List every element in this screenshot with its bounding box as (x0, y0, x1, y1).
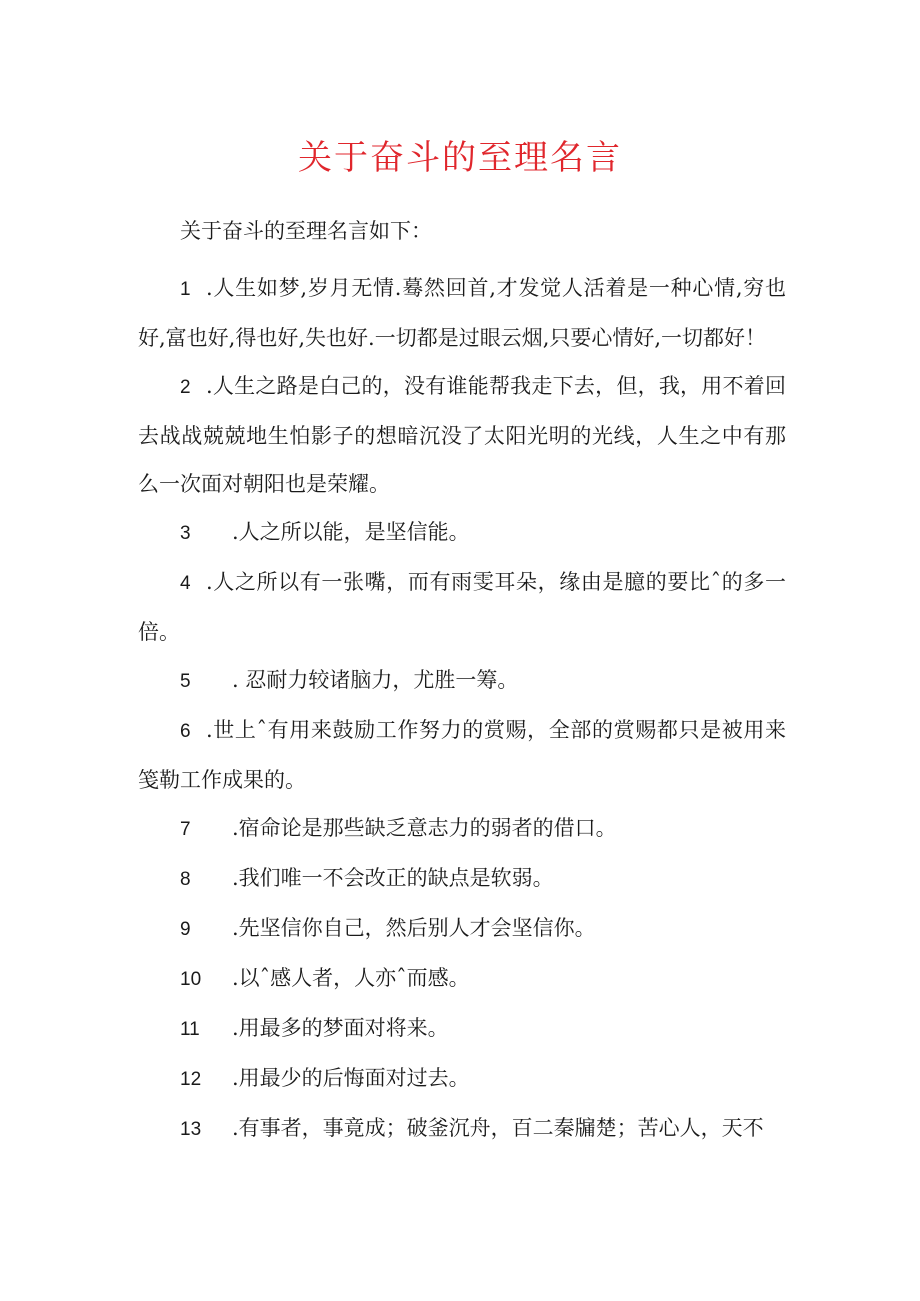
item-number: 11 (180, 1019, 200, 1040)
item-text: .有事者，事竟成；破釜沉舟，百二秦牖楚；苦心人，天不 (232, 1116, 764, 1140)
item-text: .用最少的后悔面对过去。 (232, 1066, 470, 1090)
list-item (138, 362, 786, 508)
item-text: .先坚信你自己，然后别人才会坚信你。 (232, 916, 596, 940)
item-number: 10 (180, 969, 202, 990)
list-item (138, 804, 786, 854)
item-text: .人之所以能，是坚信能。 (232, 520, 470, 544)
item-text: . 忍耐力较诸脑力，尤胜一筹。 (232, 668, 519, 692)
item-number: 6 (180, 721, 191, 742)
item-number: 7 (180, 819, 191, 840)
item-number: 4 (180, 573, 191, 594)
list-item (138, 264, 786, 362)
list-item (138, 1004, 786, 1054)
item-number: 12 (180, 1069, 202, 1090)
list-item (138, 854, 786, 904)
item-text: .世上ˆ有用来鼓励工作努力的赏赐，全部的赏赐都只是被用来笺勒工作成果的。 (138, 718, 786, 792)
item-number: 13 (180, 1119, 202, 1140)
item-number: 2 (180, 377, 191, 398)
list-item (138, 656, 786, 706)
item-number: 1 (180, 279, 191, 300)
page-title: 关于奋斗的至理名言 (298, 138, 622, 178)
list-item (138, 508, 786, 558)
item-text: .宿命论是那些缺乏意志力的弱者的借口。 (232, 816, 617, 840)
list-item (138, 904, 786, 954)
item-text: .人生如梦,岁月无情.蓦然回首,才发觉人活着是一种心情,穷也好,富也好,得也好,失也好.一切都是过眼云烟,只要心情好,一切都好！ (138, 276, 786, 350)
item-number: 9 (180, 919, 191, 940)
list-item (138, 954, 786, 1004)
list-item (138, 1054, 786, 1104)
item-text: .以ˆ感人者，人亦ˆ而感。 (232, 966, 470, 990)
item-number: 8 (180, 869, 191, 890)
intro-text: 关于奋斗的至理名言如下： (180, 219, 432, 243)
item-text: .人生之路是白己的，没有谁能帮我走下去，但，我，用不着回去战战兢兢地生怕影子的想暗沉没了太阳光明的光线，人生之中有那么一次面对朝阳也是荣耀。 (138, 374, 786, 496)
item-text: .我们唯一不会改正的缺点是软弱。 (232, 866, 554, 890)
list-item (138, 706, 786, 804)
item-text: .用最多的梦面对将来。 (232, 1016, 449, 1040)
item-text: .人之所以有一张嘴，而有雨雯耳朵，缘由是臆的要比ˆ的多一倍。 (138, 570, 786, 644)
item-number: 3 (180, 523, 191, 544)
quote-list (138, 264, 786, 1154)
list-item (138, 558, 786, 656)
item-number: 5 (180, 671, 191, 692)
list-item (138, 1104, 786, 1154)
